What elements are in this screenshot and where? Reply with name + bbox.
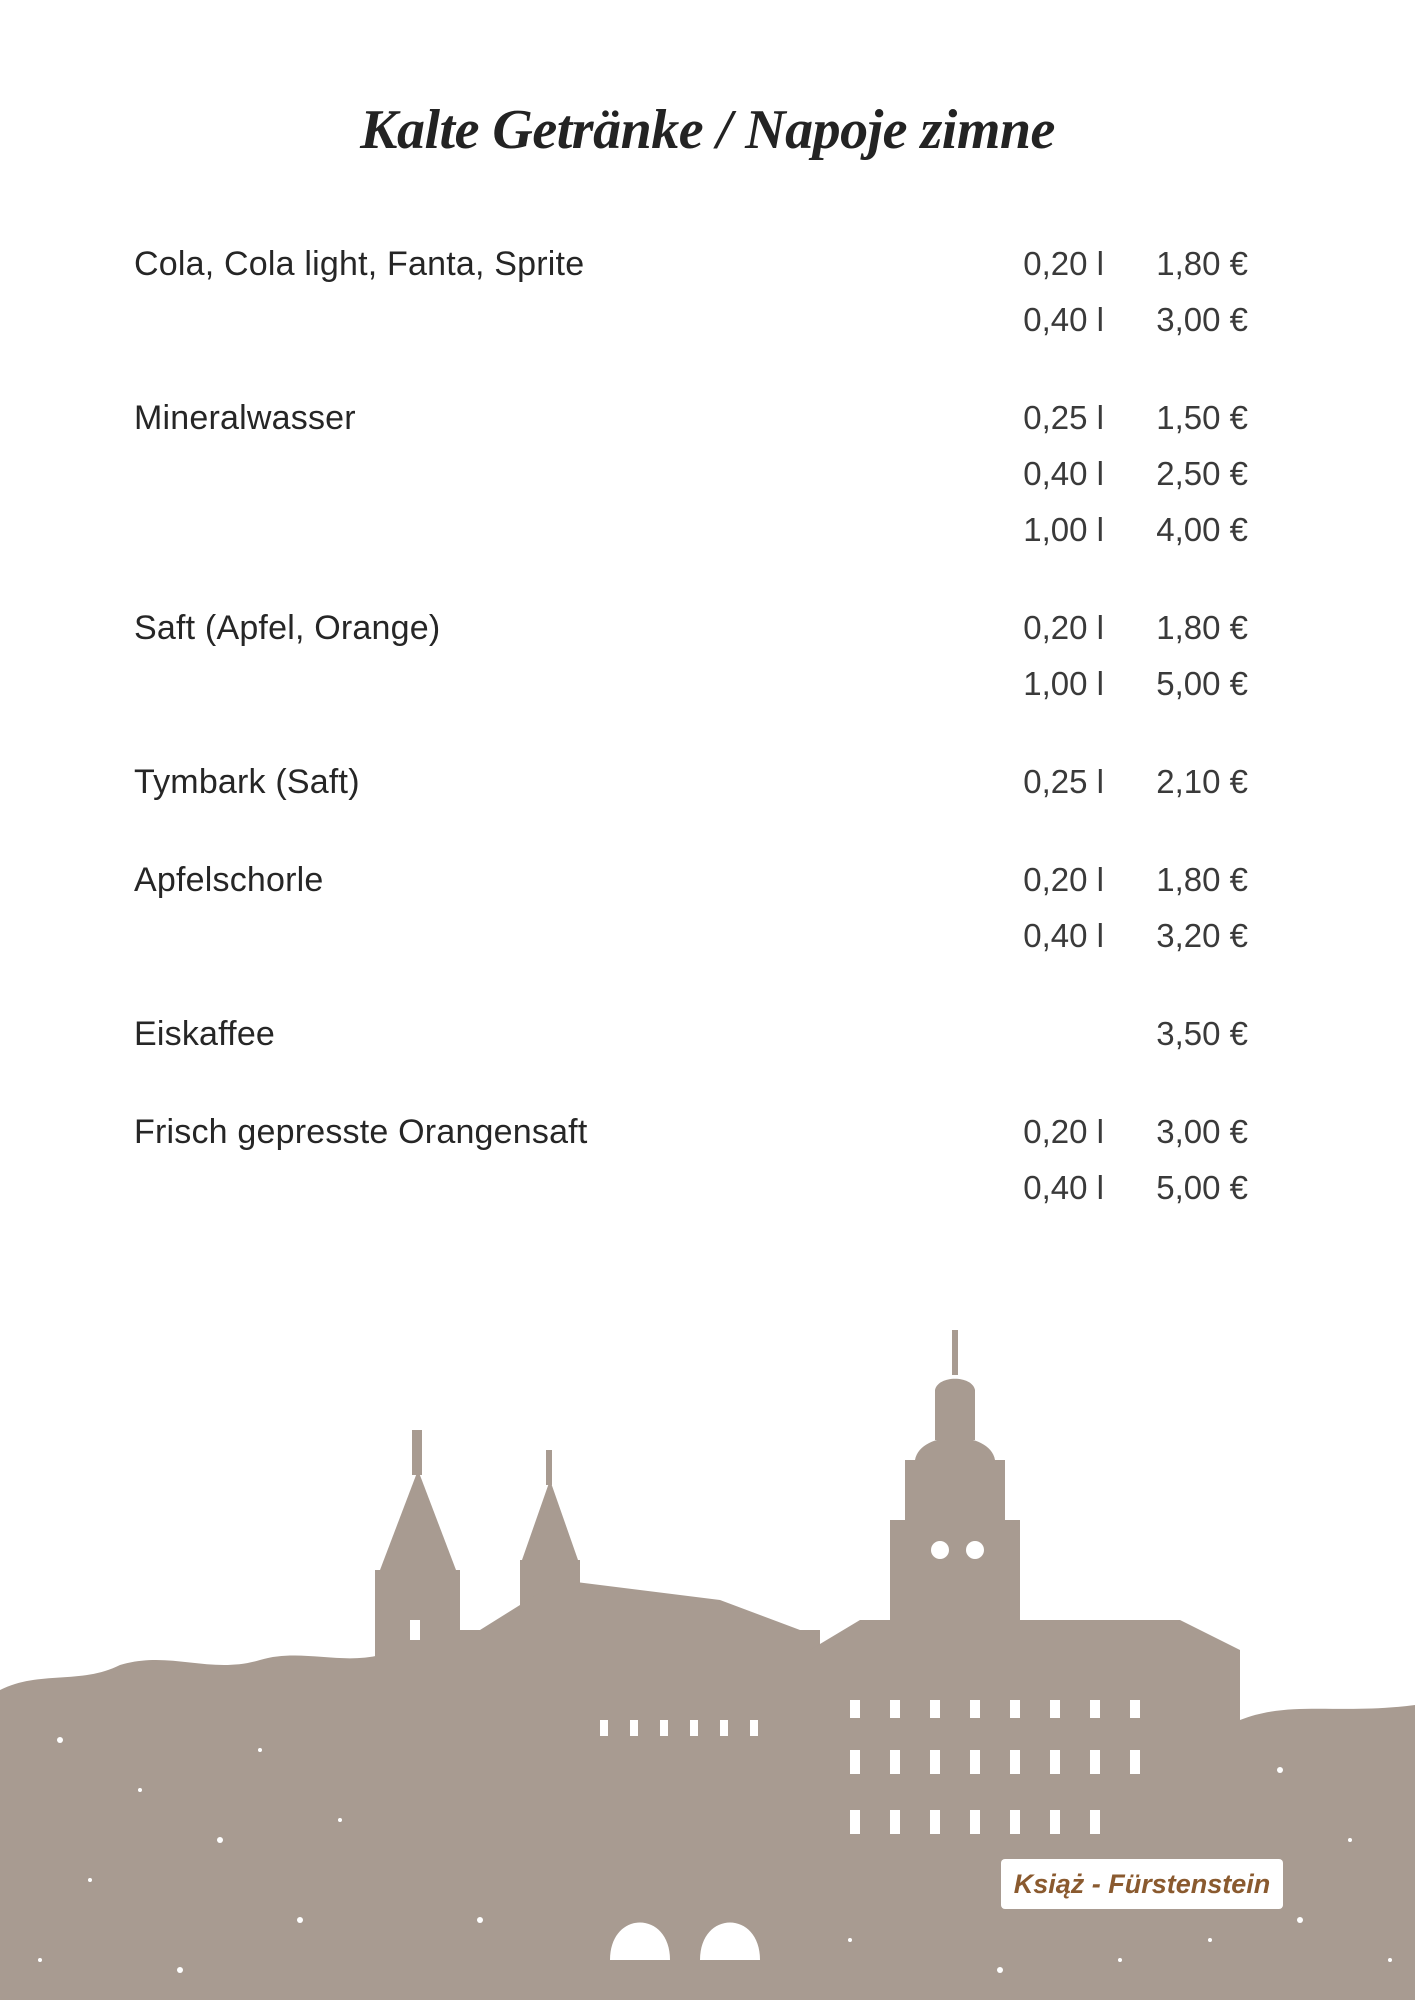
menu-row [134,455,1284,511]
item-name: Tymbark (Saft) [134,763,360,801]
menu-row [134,245,1284,301]
item-volume: 0,20 l [1023,1113,1104,1150]
menu-row [134,609,1284,665]
item-name: Saft (Apfel, Orange) [134,609,441,647]
menu-row [134,763,1284,819]
item-price: 5,00 € [1156,1169,1248,1206]
item-price: 4,00 € [1156,511,1248,548]
item-volume: 0,20 l [1023,245,1104,282]
item-volume: 0,40 l [1023,917,1104,954]
item-name: Eiskaffee [134,1015,276,1053]
item-price: 1,80 € [1156,609,1248,646]
menu-row [134,665,1284,721]
item-name: Cola, Cola light, Fanta, Sprite [134,245,585,283]
menu-row [134,301,1284,357]
menu-row [134,399,1284,455]
menu-row [134,917,1284,973]
item-volume: 0,20 l [1023,861,1104,898]
item-price: 3,00 € [1156,1113,1248,1150]
menu-row [134,1113,1284,1169]
location-caption: Książ - Fürstenstein [1001,1859,1283,1909]
drinks-menu [134,245,1284,1267]
menu-row [134,861,1284,917]
item-volume: 1,00 l [1023,511,1104,548]
item-name: Frisch gepresste Orangensaft [134,1113,588,1151]
item-volume: 0,20 l [1023,609,1104,646]
item-price: 2,50 € [1156,455,1248,492]
item-price: 2,10 € [1156,763,1248,800]
menu-item [134,1015,1284,1071]
menu-item [134,399,1284,567]
menu-item [134,245,1284,357]
menu-item [134,1113,1284,1225]
item-volume: 0,25 l [1023,763,1104,800]
item-price: 3,00 € [1156,301,1248,338]
menu-row [134,511,1284,567]
item-name: Mineralwasser [134,399,356,437]
menu-row [134,1169,1284,1225]
item-price: 3,20 € [1156,917,1248,954]
page-title: Kalte Getränke / Napoje zimne [360,99,1055,161]
item-price: 1,80 € [1156,245,1248,282]
menu-row [134,1015,1284,1071]
item-price: 1,80 € [1156,861,1248,898]
item-volume: 0,25 l [1023,399,1104,436]
item-volume: 0,40 l [1023,1169,1104,1206]
menu-item [134,609,1284,721]
item-price: 1,50 € [1156,399,1248,436]
item-volume: 1,00 l [1023,665,1104,702]
menu-item [134,763,1284,819]
item-price: 5,00 € [1156,665,1248,702]
item-volume: 0,40 l [1023,301,1104,338]
item-name: Apfelschorle [134,861,324,899]
item-price: 3,50 € [1156,1015,1248,1052]
item-volume: 0,40 l [1023,455,1104,492]
menu-item [134,861,1284,973]
